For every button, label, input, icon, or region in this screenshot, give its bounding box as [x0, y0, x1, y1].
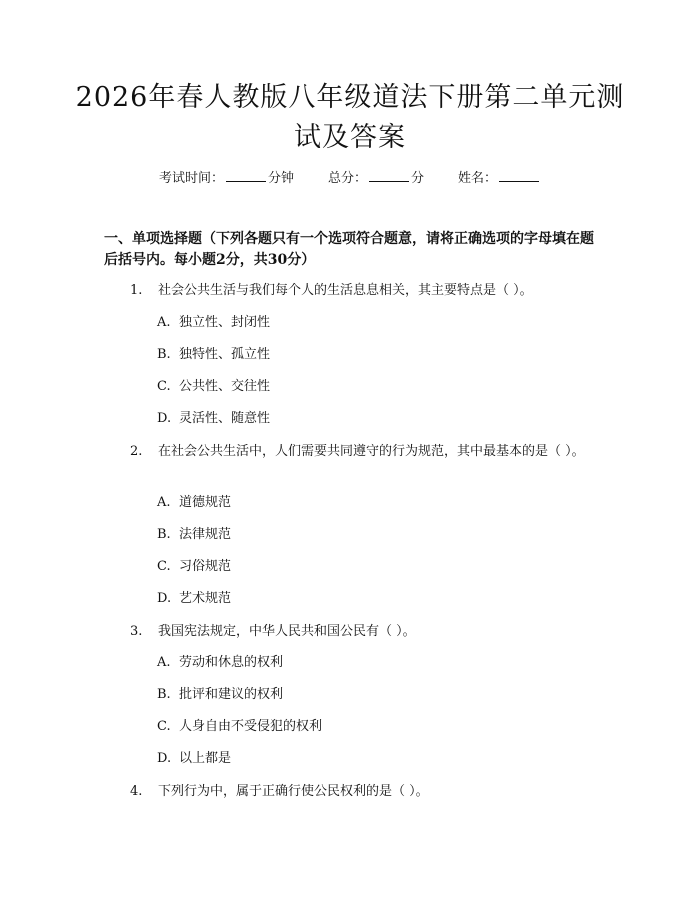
question-1 — [106, 280, 600, 301]
exam-time-unit: 分钟 — [267, 171, 294, 186]
option-3a: A. 劳动和休息的权利 — [157, 655, 284, 670]
student-name-blank — [499, 168, 539, 182]
question-text: 在社会公共生活中，人们需要共同遵守的行为规范，其中最基本的是（ ）。 — [158, 444, 585, 459]
exam-info-line — [0, 168, 700, 189]
total-score-unit: 分 — [411, 171, 425, 186]
option-2b: B. 法律规范 — [157, 527, 232, 542]
exam-time-blank — [226, 168, 266, 182]
question-number: 4. — [130, 784, 143, 799]
question-number: 2. — [130, 444, 143, 459]
question-text: 我国宪法规定，中华人民共和国公民有（ ）。 — [158, 624, 416, 639]
section-heading: 一、单项选择题（下列各题只有一个选项符合题意，请将正确选项的字母填在题后括号内。每小题2分，共30分） — [104, 231, 594, 268]
option-3b: B. 批评和建议的权利 — [157, 687, 284, 702]
option-3c: C. 人身自由不受侵犯的权利 — [157, 719, 323, 734]
option-1a: A. 独立性、封闭性 — [157, 315, 271, 330]
student-name-label: 姓名： — [458, 171, 498, 186]
exam-time-label: 考试时间： — [158, 171, 224, 186]
option-2d: D. 艺术规范 — [157, 591, 232, 606]
question-3 — [106, 621, 600, 642]
question-text: 社会公共生活与我们每个人的生活息息相关，其主要特点是（ ）。 — [158, 283, 533, 298]
option-2a: A. 道德规范 — [157, 495, 232, 510]
total-score-blank — [369, 168, 409, 182]
question-4 — [106, 781, 600, 802]
total-score-label: 总分： — [327, 171, 367, 186]
question-number: 3. — [130, 624, 143, 639]
document-title: 2026年春人教版八年级道法下册第二单元测试及答案 — [75, 82, 625, 153]
option-3d: D. 以上都是 — [157, 751, 232, 766]
option-1d: D. 灵活性、随意性 — [157, 411, 271, 426]
question-2 — [106, 441, 600, 462]
option-1b: B. 独特性、孤立性 — [157, 347, 271, 362]
question-number: 1. — [130, 283, 143, 298]
question-text: 下列行为中，属于正确行使公民权利的是（ ）。 — [158, 784, 429, 799]
option-1c: C. 公共性、交往性 — [157, 379, 271, 394]
option-2c: C. 习俗规范 — [157, 559, 232, 574]
